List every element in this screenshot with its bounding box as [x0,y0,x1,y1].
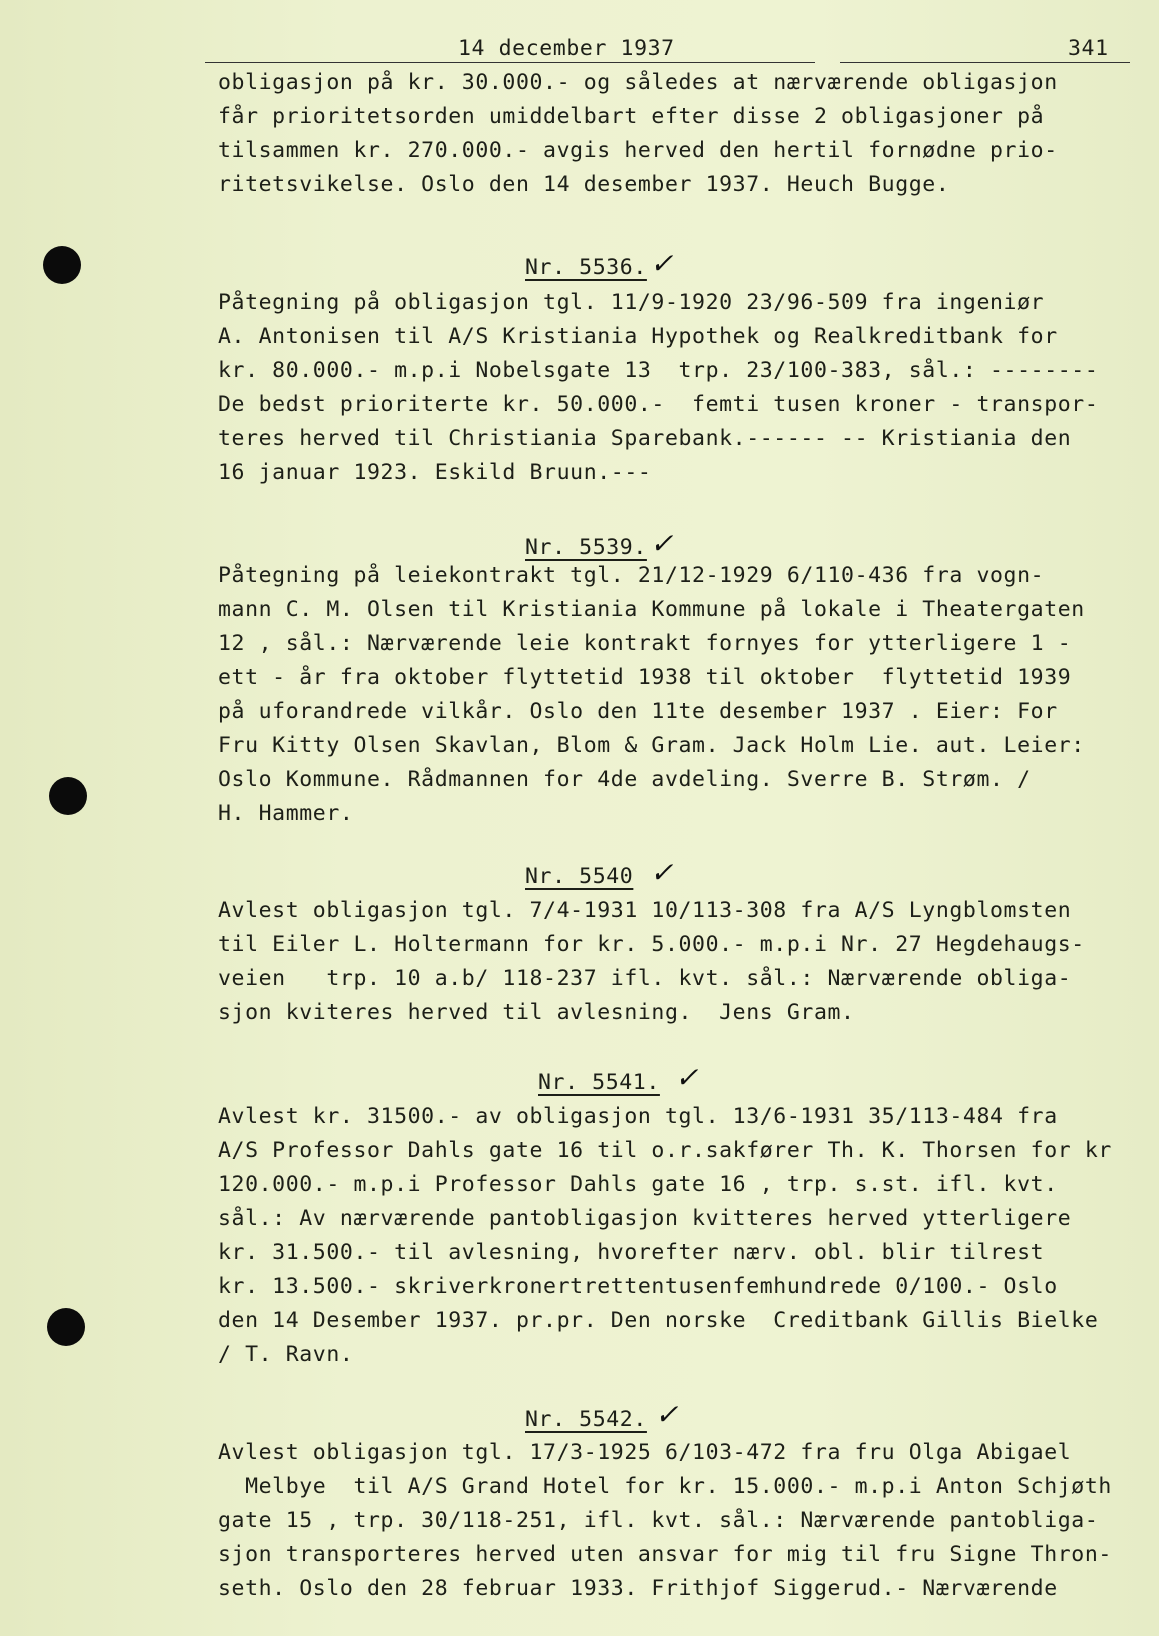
text-line: 16 januar 1923. Eskild Bruun.--- [218,460,652,485]
entry-heading: Nr. 5541. [538,1070,660,1095]
text-line: får prioritetsorden umiddelbart efter disse 2 obligasjoner på [218,104,1045,129]
header-rule-left [205,62,815,63]
text-line: Avlest kr. 31500.- av obligasjon tgl. 13/6-1931 35/113-484 fra [218,1104,1058,1129]
text-line: mann C. M. Olsen til Kristiania Kommune på lokale i Theatergaten [218,597,1085,622]
check-mark-icon: ✓ [650,527,674,560]
text-line: ritetsvikelse. Oslo den 14 desember 1937. Heuch Bugge. [218,172,950,197]
entry-heading: Nr. 5536. [525,255,647,280]
header-date: 14 december 1937 [458,36,675,61]
text-line: sjon kviteres herved til avlesning. Jens Gram. [218,1000,855,1025]
page-number: 341 [1068,36,1109,61]
text-line: A/S Professor Dahls gate 16 til o.r.sakfører Th. K. Thorsen for kr [218,1138,1112,1163]
check-mark-icon: ✓ [650,247,674,280]
check-mark-icon: ✓ [655,1398,679,1431]
entry-heading: Nr. 5542. [525,1407,647,1432]
text-line: den 14 Desember 1937. pr.pr. Den norske Creditbank Gillis Bielke [218,1308,1099,1333]
text-line: A. Antonisen til A/S Kristiania Hypothek og Realkreditbank for [218,324,1058,349]
text-line: Melbye til A/S Grand Hotel for kr. 15.000.- m.p.i Anton Schjøth [218,1474,1112,1499]
text-line: kr. 13.500.- skriverkronertrettentusenfemhundrede 0/100.- Oslo [218,1274,1058,1299]
text-line: Oslo Kommune. Rådmannen for 4de avdeling. Sverre B. Strøm. / [218,767,1031,792]
text-line: kr. 31.500.- til avlesning, hvorefter nærv. obl. blir tilrest [218,1240,1045,1265]
text-line: obligasjon på kr. 30.000.- og således at nærværende obligasjon [218,70,1058,95]
check-mark-icon: ✓ [675,1061,699,1094]
text-line: ett - år fra oktober flyttetid 1938 til oktober flyttetid 1939 [218,665,1072,690]
text-line: 12 , sål.: Nærværende leie kontrakt fornyes for ytterligere 1 - [218,631,1072,656]
text-line: Påtegning på leiekontrakt tgl. 21/12-1929 6/110-436 fra vogn- [218,563,1045,588]
text-line: teres herved til Christiania Sparebank.------ -- Kristiania den [218,426,1072,451]
text-line: 120.000.- m.p.i Professor Dahls gate 16 , trp. s.st. ifl. kvt. [218,1172,1058,1197]
text-line: De bedst prioriterte kr. 50.000.- femti tusen kroner - transpor- [218,392,1099,417]
punch-hole-middle [49,777,87,815]
text-line: Avlest obligasjon tgl. 17/3-1925 6/103-472 fra fru Olga Abigael [218,1440,1072,1465]
text-line: gate 15 , trp. 30/118-251, ifl. kvt. sål.: Nærværende pantobliga- [218,1508,1099,1533]
text-line: H. Hammer. [218,801,354,826]
punch-hole-top [43,246,81,284]
text-line: seth. Oslo den 28 februar 1933. Frithjof Siggerud.- Nærværende [218,1576,1058,1601]
text-line: tilsammen kr. 270.000.- avgis herved den hertil fornødne prio- [218,138,1058,163]
punch-hole-bottom [47,1308,85,1346]
text-line: på uforandrede vilkår. Oslo den 11te desember 1937 . Eier: For [218,699,1058,724]
text-line: til Eiler L. Holtermann for kr. 5.000.- m.p.i Nr. 27 Hegdehaugs- [218,932,1085,957]
entry-heading: Nr. 5540 [525,864,634,889]
text-line: Påtegning på obligasjon tgl. 11/9-1920 23/96-509 fra ingeniør [218,290,1045,315]
text-line: Fru Kitty Olsen Skavlan, Blom & Gram. Jack Holm Lie. aut. Leier: [218,733,1085,758]
entry-heading: Nr. 5539. [525,535,647,560]
text-line: veien trp. 10 a.b/ 118-237 ifl. kvt. sål.: Nærværende obliga- [218,966,1072,991]
text-line: sjon transporteres herved uten ansvar for mig til fru Signe Thron- [218,1542,1112,1567]
text-line: sål.: Av nærværende pantobligasjon kvitteres herved ytterligere [218,1206,1072,1231]
text-line: kr. 80.000.- m.p.i Nobelsgate 13 trp. 23/100-383, sål.: -------- [218,358,1099,383]
text-line: / T. Ravn. [218,1342,354,1367]
header-rule-right [840,62,1130,63]
check-mark-icon: ✓ [650,856,674,889]
text-line: Avlest obligasjon tgl. 7/4-1931 10/113-308 fra A/S Lyngblomsten [218,898,1072,923]
